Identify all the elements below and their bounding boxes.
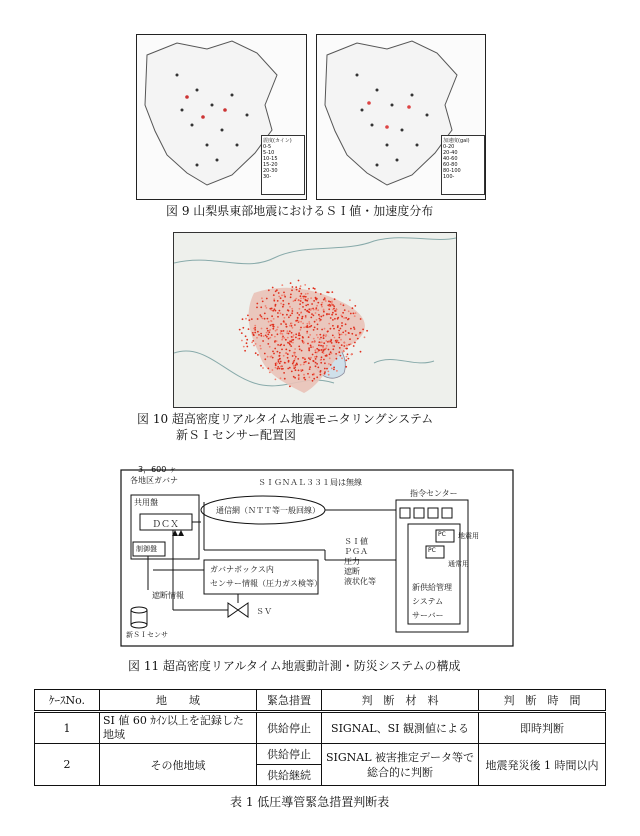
fig11-lines (118, 460, 522, 650)
area: SI 値 60 ｶｲﾝ以上を記録した地域 (100, 712, 257, 744)
legend-item: 80-100 (443, 168, 461, 174)
data-item-liquefaction: 液状化等 (344, 577, 376, 586)
server-line-3: サーバー (412, 611, 444, 620)
measure: 供給停止 (257, 744, 322, 765)
governor-box-info: センサー情報（圧力ガス検等） (210, 579, 322, 588)
material: SIGNAL 被害推定データ等で総合的に判断 (322, 744, 479, 786)
material: SIGNAL、SI 観測値による (322, 712, 479, 744)
fig9-right-map (316, 34, 486, 200)
legend-item: 20-30 (263, 168, 278, 174)
header-time: 判 断 時 間 (479, 690, 606, 712)
pc1-label: PC (438, 531, 446, 538)
table-row (35, 712, 606, 744)
table-header-row (35, 690, 606, 712)
data-item-si: ＳＩ値 (344, 537, 368, 546)
command-center-label: 指令センター (410, 489, 458, 498)
pc2-use: 通常用 (448, 560, 469, 568)
legend-item: 5-10 (263, 150, 275, 156)
legend-item: 20-40 (443, 150, 458, 156)
legend-item: 60-80 (443, 162, 458, 168)
header-material: 判 断 材 料 (322, 690, 479, 712)
header-area: 地 域 (100, 690, 257, 712)
table-row (35, 744, 606, 765)
fig10-caption-line2: 新ＳＩセンサー配置図 (176, 428, 297, 442)
header-measure: 緊急措置 (257, 690, 322, 712)
table-1 (34, 689, 606, 786)
fig10-map-drawing (174, 233, 456, 407)
shared-panel-label: 共用盤 (134, 498, 158, 507)
measure: 供給継続 (257, 765, 322, 786)
data-item-pga: ＰＧＡ (344, 547, 368, 556)
server-line-1: 新供給管理 (412, 583, 452, 592)
data-item-shutoff: 遮断 (344, 567, 360, 576)
legend-item: 100- (443, 174, 455, 180)
governor-box-title: ガバナボックス内 (210, 565, 274, 574)
legend-item: 40-60 (443, 156, 458, 162)
time: 地震発災後 1 時間以内 (479, 744, 606, 786)
legend-title: 加速度(gal) (443, 138, 470, 144)
new-si-sensor-label: 新ＳＩセンサ (126, 631, 168, 639)
fig9-left-legend (261, 135, 305, 195)
fig9-left-map (136, 34, 307, 200)
dcx-label: ＤＣＸ (152, 520, 180, 530)
legend-item: 10-15 (263, 156, 278, 162)
server-line-2: システム (412, 597, 444, 606)
fig10-caption-line1: 図 10 超高密度リアルタイム地震モニタリングシステム (137, 412, 434, 426)
measure: 供給停止 (257, 712, 322, 744)
sv-label: ＳＶ (256, 607, 272, 616)
legend-item: 0-5 (263, 144, 272, 150)
case-no: 1 (35, 712, 100, 744)
fig11-caption: 図 11 超高密度リアルタイム地震動計測・防災システムの構成 (128, 659, 461, 673)
header-case-no: ｹｰｽNo. (35, 690, 100, 712)
data-item-pressure: 圧力 (344, 557, 360, 566)
fig11-diagram (118, 460, 522, 650)
area: その他地域 (100, 744, 257, 786)
legend-title: 震度(カイン) (263, 138, 292, 144)
legend-item: 30- (263, 174, 272, 180)
pc1-use: 地震用 (458, 532, 479, 540)
legend-item: 15-20 (263, 162, 278, 168)
case-no: 2 (35, 744, 100, 786)
network-label: 通信網（ＮＴＴ等一般回線） (216, 506, 320, 515)
fig10-map (173, 232, 457, 408)
shutoff-info-label: 遮断情報 (152, 591, 184, 600)
fig9-caption: 図 9 山梨県東部地震におけるＳＩ値・加速度分布 (166, 204, 434, 218)
legend-item: 0-20 (443, 144, 455, 150)
fig9-right-legend (441, 135, 485, 195)
table1-caption: 表 1 低圧導管緊急措置判断表 (230, 795, 390, 809)
signal-note: ＳＩＧＮＡＬ３３１局は無線 (258, 478, 362, 487)
pc2-label: PC (428, 547, 436, 554)
time: 即時判断 (479, 712, 606, 744)
governor-label: 各地区ガバナ (130, 476, 178, 485)
site-count: 3，600 ヶ (138, 465, 177, 474)
control-panel-label: 制御盤 (136, 545, 157, 553)
